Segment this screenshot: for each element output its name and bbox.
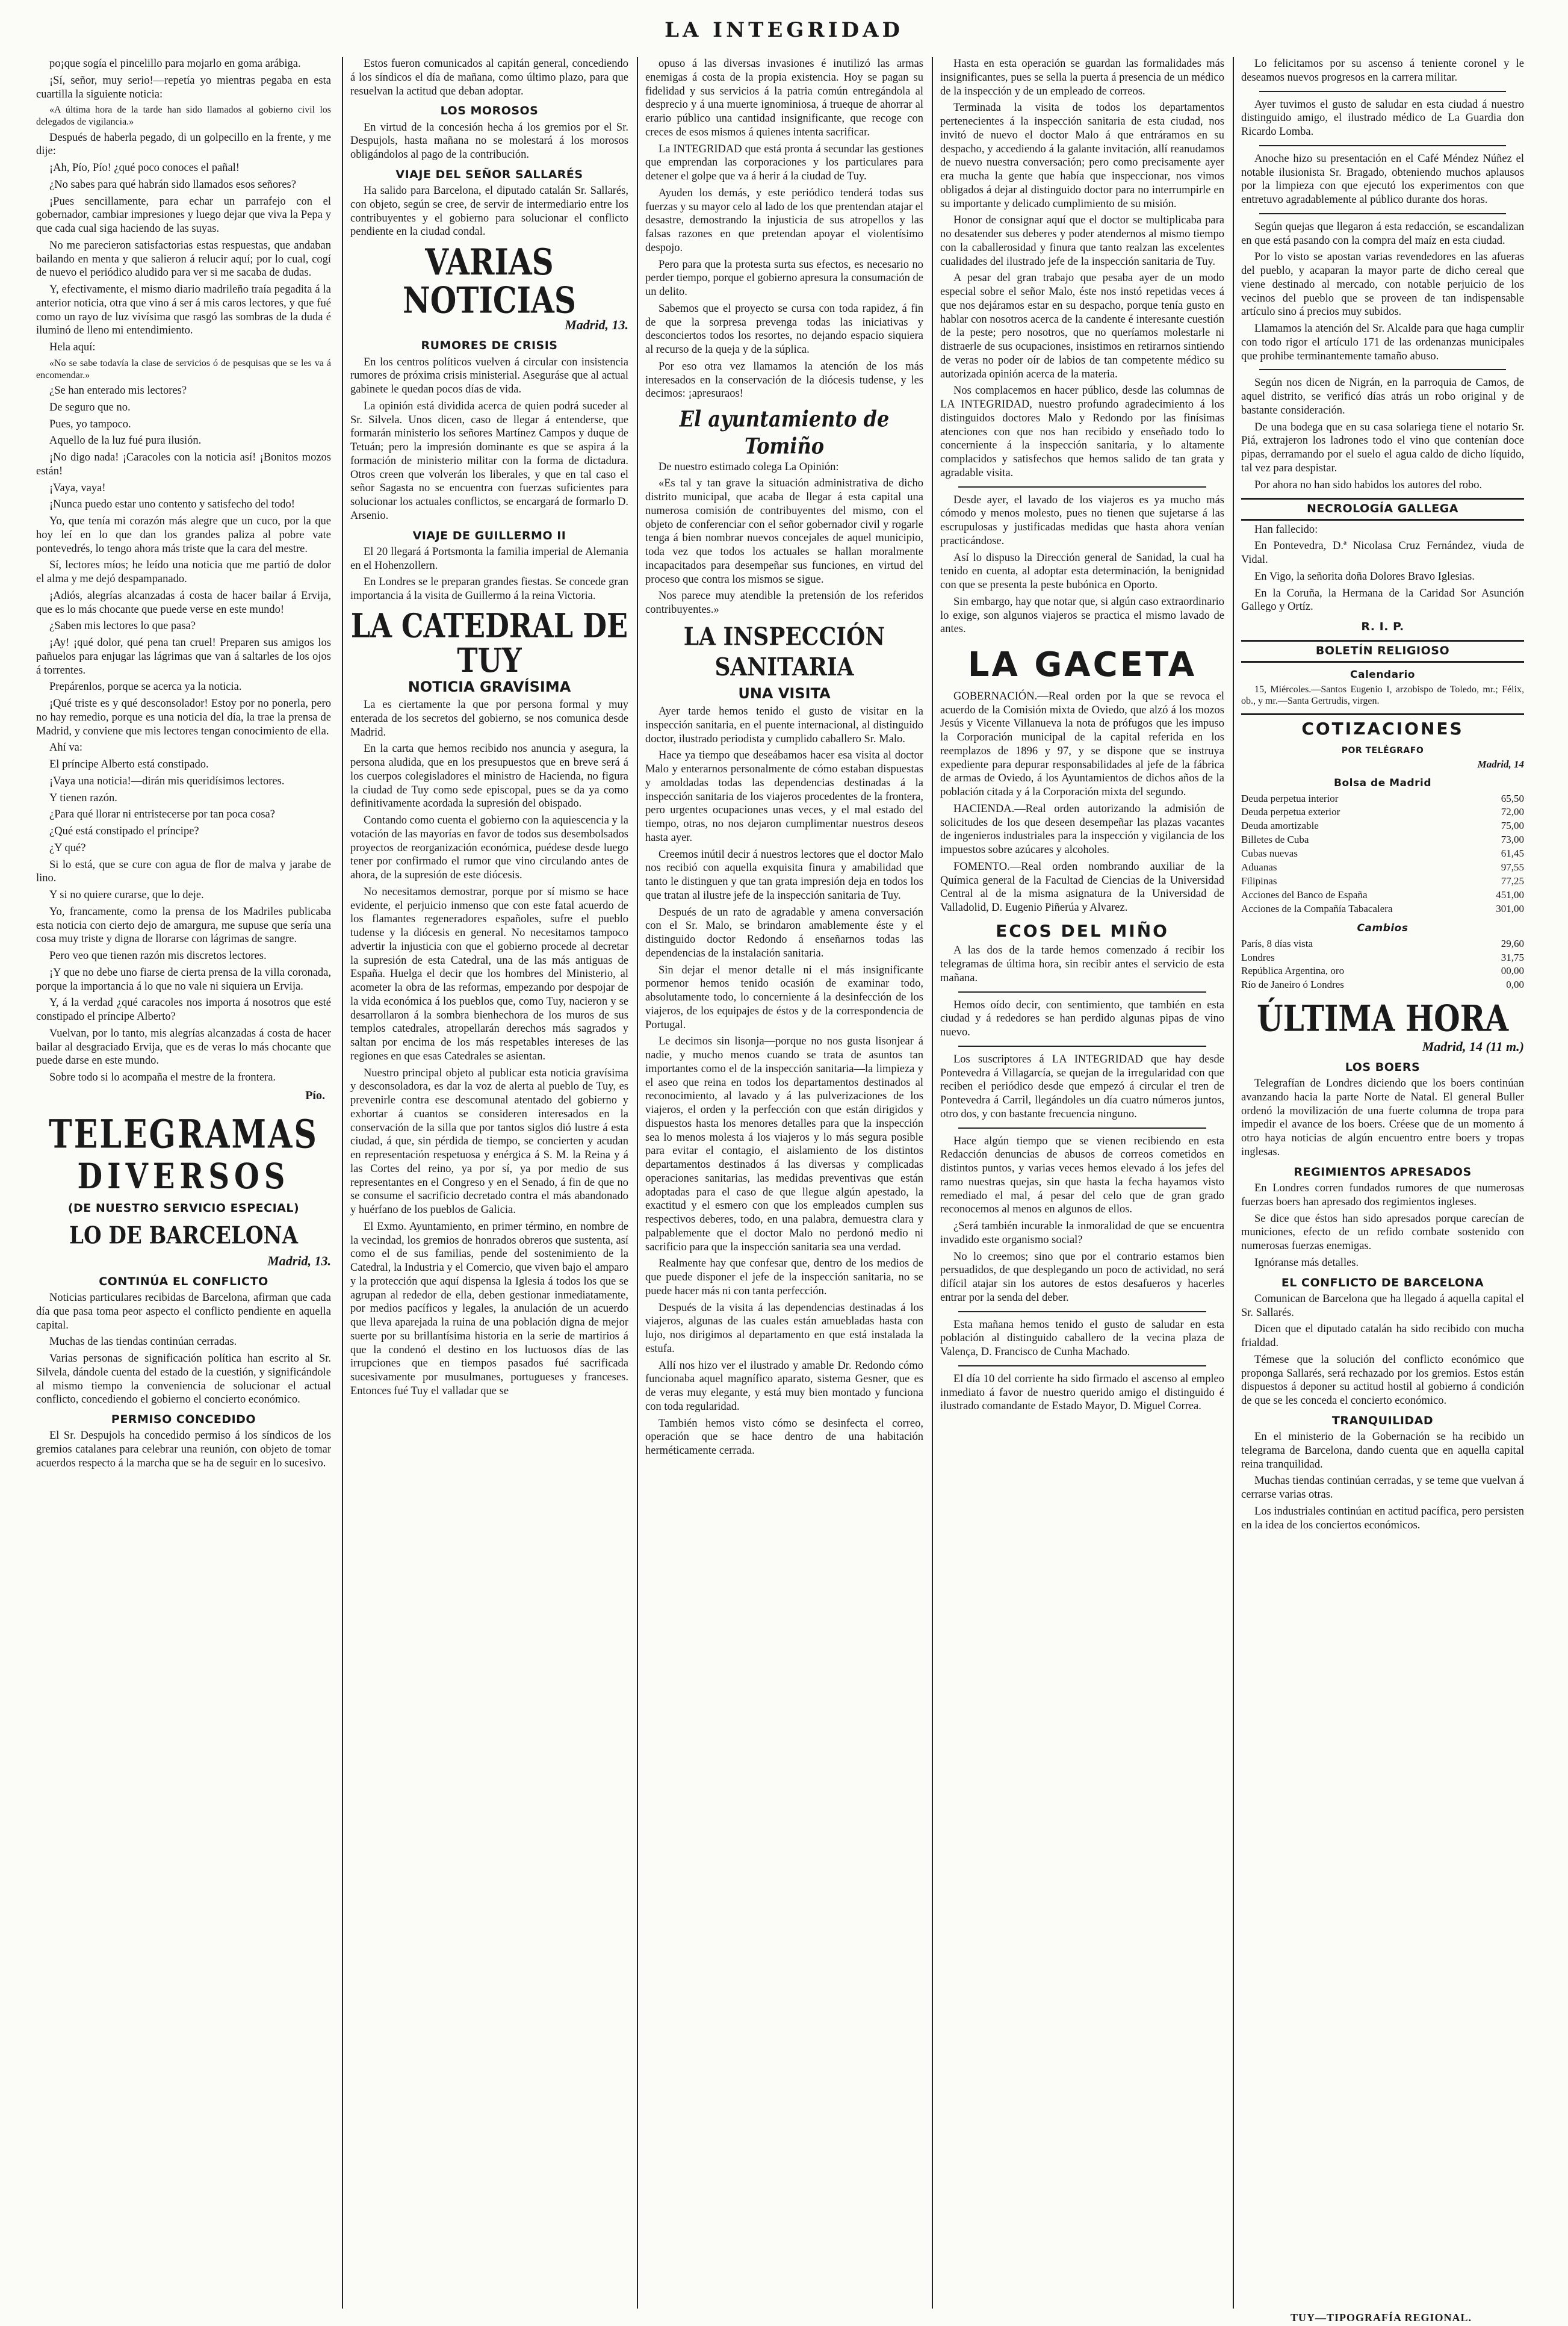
paragraph: Terminada la visita de todos los departamentos pertenecientes á la inspección sanitaria de esta ciudad, nos invitó de nuevo el doctor Malo á que entráramos en su despacho, y accediendo á la galante invitación, allí reanudamos de nuevo nuestra conversación; pero como precisamente ayer era mucha la gente que había que inspeccionar, nos vimos obligados á dejar al distinguido doctor para no interrumpirle en su importante y delicado cumplimiento de su misión.	[940, 102, 1224, 210]
subheading: LOS MOROSOS	[440, 104, 539, 118]
quote-name: República Argentina, oro	[1241, 965, 1345, 977]
paragraph: Yo, que tenía mi corazón más alegre que un cuco, por la que hoy leí en lo que dan los grandes paliza al pobre vate pontevedrés, lo tengo ahora más triste que la cara del mestre.	[36, 515, 331, 555]
table-row	[1241, 875, 1524, 889]
paragraph: A pesar del gran trabajo que pesaba ayer de un modo especial sobre el señor Malo, éste nos instó repetidas veces á que nos dejáramos estar en su despacho, porque tenía gusto en hablar con nosotros acerca de la candente é interesante cuestión de la peste; pero nosotros, que no queríamos molestarle ni distraerle de sus ocupaciones, insistimos en retirarnos sintiendo de veras no poder oír de labios de tan competente médico su autorizada opinión acerca de la materia.	[940, 272, 1224, 380]
paragraph: «Es tal y tan grave la situación administrativa de dicho distrito municipal, que acaba de llegar á esta capital una numerosa comisión de contribuyentes del mismo, con el objeto de conferenciar con el señor gobernador civil y rogarle tenga á bien nombrar nuevos concejales de aquel municipio, toda vez que todos los actuales se hallan moralmente incapacitados para desempeñar sus funciones, en virtud del proceso que contra los mismos se sigue.	[645, 477, 923, 586]
separator	[958, 1127, 1206, 1129]
section-heading: El ayuntamiento de Tomiño	[679, 406, 890, 460]
paragraph: El día 10 del corriente ha sido firmado el ascenso al empleo inmediato á favor de nuestro querido amigo el distinguido é ilustrado comandante de Estado Mayor, D. Miguel Correa.	[940, 1372, 1224, 1413]
section-heading: LA INSPECCIÓN SANITARIA	[683, 622, 885, 682]
telegramas-title: TELEGRAMAS	[49, 1111, 318, 1158]
section-heading: LO DE BARCELONA	[69, 1221, 298, 1250]
quote-name: Deuda perpetua interior	[1241, 792, 1339, 804]
table-row	[1241, 964, 1524, 978]
paragraph: Esta mañana hemos tenido el gusto de saludar en esta población al distinguido caballero de la vecina plaza de Valença, D. Francisco de Cunha Machado.	[940, 1318, 1224, 1359]
quote-name: Deuda amortizable	[1241, 820, 1319, 832]
column-3	[645, 57, 923, 2303]
paragraph: Pero para que la protesta surta sus efectos, es necesario no perder tiempo, porque el gobierno apresura la consumación de un delito.	[645, 258, 923, 298]
paragraph: Y, efectivamente, el mismo diario madrileño traía pegadita á la anterior noticia, otra que vino á ser á mis caros lectores, y que fué como un rayo de luz vivísima que rasgó las sombras de la duda é iluminó de lleno mi entendimiento.	[36, 284, 331, 337]
section-heading: ÚLTIMA HORA	[1257, 997, 1508, 1040]
table-row	[1241, 861, 1524, 875]
diversos-title: DIVERSOS	[77, 1156, 290, 1197]
subheading: CONTINÚA EL CONFLICTO	[99, 1274, 268, 1288]
paragraph: El Exmo. Ayuntamiento, en primer término, en nombre de la vecindad, los gremios de honrados obreros que sustenta, así como el de sus familias, pende del sostenimiento de la Catedral, la Industria y el Comercio, que viven bajo el amparo y la protección que aquí dispensa la Iglesia á todos los que se agrupan al rededor de ella, deben gestionar inmediatamente, por medios pacíficos y legales, la anulación de un acuerdo que lleva aparejada la ruina de una población digna de mejor suerte por su brillantísima historia en la serie de martirios á que la condenó el destino en los luctuosos días de las irrupciones que en tiempos pasados fué sacrificada sucesivamente por musulmanes, portugueses y franceses. Entonces fué Tuy el valladar que se	[350, 1220, 628, 1397]
paragraph: Los suscriptores á LA INTEGRIDAD que hay desde Pontevedra á Villagarcía, se quejan de la irregularidad con que reciben el periódico desde que empezó á circular el tren de Pontevedra á Carril, llegándoles un día cuatro números juntos, otro dos, y con bastante frecuencia ninguno.	[940, 1053, 1224, 1120]
telegramas-heading	[36, 1111, 331, 1197]
paragraph: Ha salido para Barcelona, el diputado catalán Sr. Sallarés, con objeto, según se cree, de servir de intermediario entre los contribuyentes y el gobierno para solucionar el conflicto pendiente en la ciudad condal.	[350, 185, 628, 238]
column-2	[350, 57, 628, 2303]
paragraph: ¡Ay! ¡qué dolor, qué pena tan cruel! Preparen sus amigos los pañuelos para enjugar las lágrimas que van á saltarles de los ojos á torrentes.	[36, 637, 331, 677]
quote-name: París, 8 días vista	[1241, 937, 1313, 949]
paragraph: Yo, francamente, como la prensa de los Madriles publicaba esta noticia con cierto dejo de amargura, me supuse que sería una cosa muy triste y digna de llorarse con lágrimas de sangre.	[36, 905, 331, 946]
paragraph: Muchas tiendas continúan cerradas, y se teme que vuelvan á cerrarse varias otras.	[1241, 1475, 1524, 1501]
paragraph: Y, á la verdad ¿qué caracoles nos importa á nosotros que esté constipado el príncipe Alberto?	[36, 997, 331, 1023]
paragraph: Sabemos que el proyecto se cursa con toda rapidez, á fin de que la sorpresa prevenga todas las iniciativas y desconciertos todos los resortes, no dejando espacio siquiera al recurso de la queja y de la súplica.	[645, 302, 923, 356]
paragraph: opuso á las diversas invasiones é inutilizó las armas enemigas á costa de la propia existencia. Hoy se pagan su fidelidad y sus servicios á la patria común entregándola al desprecio y á una muerte ignominiosa, á trueque de ahorrar al erario público una cantidad insignificante, que recoge con creces de esos mismos á quienes intenta sacrificar.	[645, 58, 923, 138]
paragraph: Telegrafían de Londres diciendo que los boers continúan avanzando hacia la parte Norte de Natal. El general Buller ordenó la movilización de una fuerte columna de tropa para impedir el avance de los boers. Créese que de un momento á otro haya noticias de algún encuentro entre boers y tropas inglesas.	[1241, 1078, 1524, 1158]
paragraph: Prepárenlos, porque se acerca ya la noticia.	[49, 681, 242, 693]
paragraph: Contando como cuenta el gobierno con la aquiescencia y la votación de las mayorías en favor de todos sus desembolsados proyectos de reorganización económica, puédese desde luego tener por confirmado el rumor que vino circulando antes de ahora, de la supresión de este diócesis.	[350, 814, 628, 882]
paragraph: Sobre todo si lo acompaña el mestre de la frontera.	[49, 1072, 276, 1084]
paragraph: Dicen que el diputado catalán ha sido recibido con mucha frialdad.	[1241, 1323, 1524, 1350]
dateline: Madrid, 13.	[565, 317, 628, 333]
quote-value: 29,60	[1501, 937, 1524, 949]
table-row	[1241, 937, 1524, 951]
subheading: VIAJE DE GUILLERMO II	[412, 529, 566, 542]
paragraph: Los industriales continúan en actitud pacífica, pero persisten en la idea de los conciertos económicos.	[1241, 1505, 1524, 1531]
section-heading: ECOS DEL MIÑO	[996, 920, 1169, 941]
paragraph: ¿Para qué llorar ni entristecerse por tan poca cosa?	[49, 808, 275, 821]
quote-name: Acciones de la Compañía Tabacalera	[1241, 902, 1393, 914]
paragraph: En Londres corren fundados rumores de que numerosas fuerzas boers han apresado dos regimientos ingleses.	[1241, 1182, 1524, 1208]
column-1	[36, 57, 331, 2303]
paragraph: ¡Vaya una noticia!—dirán mis queridísimos lectores.	[49, 775, 285, 787]
subheading: POR TELÉGRAFO	[1341, 745, 1424, 755]
paragraph: Muchas de las tiendas continúan cerradas.	[49, 1336, 237, 1348]
subheading: LOS BOERS	[1345, 1060, 1421, 1074]
paragraph: ¡Adiós, alegrías alcanzadas á costa de hacer bailar á Ervija, que es lo más chocante que puede verse en este mundo!	[36, 589, 331, 616]
column-4	[940, 57, 1224, 2303]
paragraph: po¡que sogía el pincelillo para mojarlo en goma arábiga.	[49, 58, 301, 70]
quote-value: 31,75	[1501, 951, 1524, 963]
subheading: Calendario	[1350, 668, 1415, 681]
subheading: Bolsa de Madrid	[1333, 777, 1432, 789]
paragraph: Pero veo que tienen razón mis discretos lectores.	[49, 950, 267, 963]
paragraph: Le decimos sin lisonja—porque no nos gusta lisonjear á nadie, y mucho menos cuando se trata de asuntos tan importantes como el de la inspección sanitaria—la limpieza y el aseo que reina en todos los departamentos destinados al reconocimiento, al lavado y á las pulverizaciones de los viajeros, el orden y la perfección con que están dirigidos y dispuestos hasta los menores detalles para que la inspección sea lo menos molesta á los viajeros y lo más segura posible para evitar el contagio, el aislamiento de los distintos departamentos destinados á las diversas y complicadas operaciones sanitarias, las medidas preventivas que están adoptadas para el caso de que llegue algún apestado, la exactitud y el esmero con que los empleados cumplen sus respectivos deberes, todo, en una palabra, demuestra clara y palpablemente que el doctor Malo no perdonó medio ni sacrificio para que la inspección sanitaria sea una verdad.	[645, 1035, 923, 1253]
paragraph: De una bodega que en su casa solariega tiene el notario Sr. Piá, extrajeron los ladrones todo el vino que contenían doce pipas, derramando por el suelo el agua caldo de dicho líquido, tal vez para despistar.	[1241, 421, 1524, 474]
paragraph: Creemos inútil decir á nuestros lectores que el doctor Malo nos recibió con aquella exquisita finura y amabilidad que tanto le distinguen y que tan grata impresión deja en todos los que tratan al ilustre jefe de la inspección sanitaria de Tuy.	[645, 848, 923, 902]
paragraph: ¿No sabes para qué habrán sido llamados esos señores?	[49, 178, 296, 191]
separator	[958, 486, 1206, 488]
paragraph: La es ciertamente la que por persona formal y muy enterada de los secretos del gobierno, se nos comunica desde Madrid.	[350, 699, 628, 739]
quote-value: 73,00	[1501, 834, 1524, 846]
subheading: NOTICIA GRAVÍSIMA	[407, 678, 571, 695]
paragraph: Hemos oído decir, con sentimiento, que también en esta ciudad y á rededores se han perdido algunas pipas de vino nuevo.	[940, 999, 1224, 1039]
paragraph: Sin dejar el menor detalle ni el más insignificante pormenor hemos tenido ocasión de examinar todo, absolutamente todo, lo concerniente á la desinfección de los viajeros, de los equipajes de éstos y de la correspondencia de Portugal.	[645, 964, 923, 1031]
separator	[1259, 91, 1506, 92]
paragraph: ¡Ah, Pío, Pío! ¿qué poco conoces el pañal!	[49, 162, 240, 175]
column-rule	[932, 57, 933, 2309]
table-row	[1241, 951, 1524, 965]
quote-value: 97,55	[1501, 861, 1524, 873]
subheading: EL CONFLICTO DE BARCELONA	[1281, 1276, 1484, 1289]
paragraph: HACIENDA.—Real orden autorizando la admisión de solicitudes de los que deseen desempeñar las plazas vacantes de ingenieros industriales para la inspección y vigilancia de los impuestos sobre azúcares y alcoholes.	[940, 802, 1224, 857]
paragraph: ¿Y qué?	[49, 842, 86, 854]
section-heading: LA CATEDRAL DE TUY	[350, 606, 628, 680]
paragraph: Desde ayer, el lavado de los viajeros es ya mucho más cómodo y menos molesto, pues no tienen que sujetarse á las escrupulosas y justificadas medidas que hasta ahora venían practicándose.	[940, 494, 1224, 547]
paragraph: La INTEGRIDAD que está pronta á secundar las gestiones que emprendan las corporaciones y los particulares para detener el golpe que va á herir á la ciudad de Tuy.	[645, 143, 923, 182]
subheading: RUMORES DE CRISIS	[421, 339, 558, 353]
subheading: UNA VISITA	[738, 684, 831, 702]
paragraph: Nos complacemos en hacer público, desde las columnas de LA INTEGRIDAD, nuestro profundo agradecimiento á los distinguidos doctores Malo y Redondo por las finísimas atenciones con que nos han recibido y enseñado todo lo concerniente á la inspección sanitaria, y lo altamente complacidos y satisfechos que hemos salido de tan grata y agradable visita.	[940, 385, 1224, 479]
paragraph: ¿Qué está constipado el príncipe?	[49, 825, 199, 838]
quote-value: 301,00	[1496, 902, 1524, 914]
table-row	[1241, 833, 1524, 847]
quote-value: 72,00	[1501, 806, 1524, 818]
quote-name: Acciones del Banco de España	[1241, 889, 1368, 901]
quote-name: Filipinas	[1241, 875, 1277, 887]
paragraph: Témese que la solución del conflicto económico que proponga Sallarés, será rechazado por los gremios. Estos están dispuestos á deponer su actitud hostil al gobierno á condición de que se les conceda el concierto económico.	[1241, 1353, 1524, 1407]
paragraph: Ayuden los demás, y este periódico tenderá todas sus fuerzas y su mayor celo al lado de los que prentendan atajar el desastre, demostrando la injusticia de sus atropellos y las falsas razones en que pretendan apoyar el violentísimo despojo.	[645, 187, 923, 254]
paragraph: Hace ya tiempo que deseábamos hacer esa visita al doctor Malo y enterarnos personalmente de cómo estaban dispuestas y amoldadas todas las dependencias destinadas á la inspección sanitaria de los viajeros procedentes de la frontera, pero urgentes ocupaciones unas veces, y el mal estado del tiempo, otras, no nos dejaron cumplimentar nuestros deseos hasta ayer.	[645, 749, 923, 844]
paragraph: Hasta en esta operación se guardan las formalidades más insignificantes, pues se sella la puerta á presencia de un médico de la inspección y de un empleado de correos.	[940, 58, 1224, 98]
column-5	[1241, 57, 1524, 2303]
separator	[958, 991, 1206, 993]
table-row	[1241, 978, 1524, 992]
subheading: PERMISO CONCEDIDO	[111, 1413, 256, 1427]
subheading: Cambios	[1357, 922, 1408, 934]
paragraph: Si lo está, que se cure con agua de flor de malva y jarabe de lino.	[36, 858, 331, 885]
paragraph: Vuelvan, por lo tanto, mis alegrías alcanzadas á costa de hacer bailar al desgraciado Ervija, que es de veras lo más chocante que puede darse en este mundo.	[36, 1027, 331, 1067]
quote-name: Río de Janeiro ó Londres	[1241, 979, 1344, 991]
paragraph: Después de la visita á las dependencias destinadas á los viajeros, algunas de las cuales están amuebladas hasta con lujo, nos dirigimos al departamento en que está instalada la estufa.	[645, 1301, 923, 1355]
paragraph: Hela aquí:	[49, 341, 96, 354]
paragraph: A las dos de la tarde hemos comenzado á recibir los telegramas de última hora, sin recibir antes el servicio de esta mañana.	[940, 944, 1224, 984]
paragraph: FOMENTO.—Real orden nombrando auxiliar de la Química general de la Facultad de Ciencias de la Universidad Central al de la misma asignatura de la Universidad de Valladolid, D. Eugenio Piñerúa y Alvarez.	[940, 860, 1224, 914]
paragraph: «A última hora de la tarde han sido llamados al gobierno civil los delegados de vigilancia.»	[36, 105, 331, 127]
paragraph: ¿Saben mis lectores lo que pasa?	[49, 620, 196, 633]
paragraph: Sin embargo, hay que notar que, si algún caso extraordinario lo exige, son algunos viajeros se practica el mismo lavado de antes.	[940, 595, 1224, 636]
paragraph: Llamamos la atención del Sr. Alcalde para que haga cumplir con todo rigor el artículo 171 de las ordenanzas municipales que prohibe terminantemente tamaño abuso.	[1241, 323, 1524, 362]
paragraph: En el ministerio de la Gobernación se ha recibido un telegrama de Barcelona, dando cuenta que en aquella capital reina tranquilidad.	[1241, 1431, 1524, 1471]
quote-value: 451,00	[1496, 889, 1524, 901]
paragraph: ¡Nunca puedo estar uno contento y satisfecho del todo!	[49, 498, 295, 511]
paragraph: Según nos dicen de Nigrán, en la parroquia de Camos, de aquel distrito, se verificó días atrás un robo original y de bastante consideración.	[1241, 377, 1524, 417]
separator	[1259, 213, 1506, 214]
paragraph: Nos parece muy atendible la pretensión de los referidos contribuyentes.»	[645, 590, 923, 616]
paragraph: Sí, lectores míos; he leído una noticia que me partió de dolor el alma y me dejó despampanado.	[36, 559, 331, 586]
paragraph: Así lo dispuso la Dirección general de Sanidad, la cual ha tenido en cuenta, al adoptar esta determinación, la benignidad con que se presenta la peste bubónica en Oporto.	[940, 551, 1224, 591]
paragraph: ¿Será también incurable la inmoralidad de que se encuentra invadido este organismo social?	[940, 1220, 1224, 1246]
quote-value: 75,00	[1501, 820, 1524, 832]
section-heading: NECROLOGÍA GALLEGA	[1241, 498, 1524, 520]
paragraph: En los centros políticos vuelven á circular con insistencia rumores de próxima crisis ministerial. Aseguráse que al actual gabinete le quedan pocos días de vida.	[350, 356, 628, 396]
quote-name: Cubas nuevas	[1241, 848, 1298, 860]
paragraph: Honor de consignar aquí que el doctor se multiplicaba para no desatender sus deberes y poder atendernos al mismo tiempo con la caballerosidad y finura que tanto realzan las excelentes cualidades del ilustrado jefe de la inspección sanitaria de Tuy.	[940, 214, 1224, 268]
masthead: LA INTEGRIDAD	[665, 18, 903, 42]
paragraph: No necesitamos demostrar, porque por sí mismo se hace evidente, el perjuicio inmenso que con este fatal acuerdo de los flamantes regeneradores españoles, sufre el pueblo tudense y la diócesis en general. No necesitamos tampoco advertir la injusticia con que el gobierno procede al decretar la supresión de esta Catedral, una de las más antiguas de España. Huelga el decir que los hombres del Ministerio, al acometer la obra de las reformas, empezando por despojar de la vida económica á los pueblos que, como Tuy, nacieron y se desarrollaron á la sombra bienhechora de los muros de sus templos catedrales, atropellarán derechos más sagrados y saltan por encima de los más respetables intereses de las regiones en que esas Catedrales se asientan.	[350, 885, 628, 1062]
section-heading: VARIAS NOTICIAS	[403, 240, 576, 321]
paragraph: La opinión está dividida acerca de quien podrá suceder al Sr. Silvela. Unos dicen, caso de llegar á entenderse, que formarán ministerio los señores Martínez Campos y duque de Tetuán; pero la impresión dominante es que se aspira á la formación de ministerio militar con la forma de dictadura. Otros creen que volverán los liberales, y que en tal caso el señor Sagasta no se encuentra con fuerzas suficientes para solucionar los actuales conflictos, se encargará de formarlo D. Arsenio.	[350, 400, 628, 522]
separator	[958, 1365, 1206, 1366]
paragraph: En la Coruña, la Hermana de la Caridad Sor Asunción Gallego y Ortíz.	[1241, 587, 1524, 613]
paragraph: Realmente hay que confesar que, dentro de los medios de que puede disponer el jefe de la inspección sanitaria, no se puede hacer más ni con tanta perfección.	[645, 1258, 923, 1297]
paragraph: Según quejas que llegaron á esta redacción, se escandalizan en que está pasando con la compra del maíz en esta ciudad.	[1241, 220, 1524, 247]
paragraph: Estos fueron comunicados al capitán general, concediendo á los síndicos el día de mañana, como último plazo, para que resuelvan la actitud que deban adoptar.	[350, 58, 628, 98]
paragraph: Ahí va:	[49, 742, 82, 754]
paragraph: En Pontevedra, D.ª Nicolasa Cruz Fernández, viuda de Vidal.	[1241, 540, 1524, 566]
rip-text: R. I. P.	[1361, 620, 1404, 634]
paragraph: De seguro que no.	[49, 401, 131, 414]
paragraph: Pues, yo tampoco.	[49, 418, 131, 430]
quote-value: 77,25	[1501, 875, 1524, 887]
paragraph: No lo creemos; sino que por el contrario estamos bien persuadidos, de que desplegando un poco de actividad, no será difícil atajar sin los autores de estos desafueros y hacerles entrar por la senda del deber.	[940, 1250, 1224, 1304]
column-rule	[1233, 57, 1234, 2309]
paragraph: ¿Se han enterado mis lectores?	[49, 385, 187, 397]
subheading: VIAJE DEL SEÑOR SALLARÉS	[395, 167, 583, 181]
paragraph: ¡Pues sencillamente, para echar un parrafejo con el gobernador, cambiar impresiones y luego dejar que viva la Pepa y que cada cual siga haciendo de las suyas.	[36, 195, 331, 235]
paragraph: Nuestro principal objeto al publicar esta noticia gravísima y desconsoladora, es dar la voz de alerta al pueblo de Tuy, es prevenirle contra ese descomunal atentado del gobierno y exhortar á cuantos se consideren interesados en la conservación de la silla que por tantos siglos dió lustre á esta ciudad, á que, sin pérdida de tiempo, se concierten y acudan en representación respetuosa y enérgica á S. M. la Reina y á las Cortes del reino, ya por sí, ya por medio de sus representantes en el Congreso y en el Senado, á fin de que no se consume el sacrificio decretado contra el más abandonado y huérfano de los pueblos de Galicia.	[350, 1067, 628, 1217]
quote-name: Londres	[1241, 951, 1275, 963]
quotes-table	[1241, 792, 1524, 916]
paragraph: Aquello de la luz fué pura ilusión.	[49, 435, 202, 447]
printer-footer: TUY—TIPOGRAFÍA REGIONAL.	[1290, 2312, 1472, 2324]
paragraph: El Sr. Despujols ha concedido permiso á los síndicos de los gremios catalanes para celebrar una reunión, con objeto de tomar acuerdos respecto á la marcha que se ha de seguir en lo sucesivo.	[36, 1430, 331, 1469]
paragraph: No me parecieron satisfactorias estas respuestas, que andaban bailando en menta y que salieron á relucir aquí; por lo cual, cogí de nuevo el periódico aludido para ver si me sacaba de dudas.	[36, 239, 331, 279]
paragraph: ¡Y que no debe uno fiarse de cierta prensa de la villa coronada, porque la importancia á lo que no vale ni siquiera un Ervija.	[36, 966, 331, 993]
paragraph: El 20 llegará á Portsmonta la familia imperial de Alemania en el Hohenzollern.	[350, 545, 628, 572]
paragraph: «No se sabe todavía la clase de servicios ó de pesquisas que se les va á encomendar.»	[36, 358, 331, 380]
paragraph: Después de un rato de agradable y amena conversación con el Sr. Malo, se brindaron amablemente éste y el distinguido doctor Redondo á enseñarnos todas las dependencias de la instalación sanitaria.	[645, 906, 923, 960]
paragraph: Noticias particulares recibidas de Barcelona, afirman que cada día que pasa toma peor aspecto el conflicto pendiente en aquella capital.	[36, 1292, 331, 1332]
table-row	[1241, 792, 1524, 806]
paragraph: En virtud de la concesión hecha á los gremios por el Sr. Despujols, hasta mañana no se molestará á los morosos obligándolos al pago de la contribución.	[350, 121, 628, 161]
paragraph: También hemos visto cómo se desinfecta el correo, operación que se hace dentro de una habitación herméticamente cerrada.	[645, 1417, 923, 1457]
paragraph: Después de haberla pegado, di un golpecillo en la frente, y me dije:	[36, 131, 331, 158]
paragraph: En Londres se le preparan grandes fiestas. Se concede gran importancia á la visita de Guillermo á la reina Victoria.	[350, 576, 628, 603]
paragraph: Ayer tarde hemos tenido el gusto de visitar en la inspección sanitaria, en el puente internacional, al distinguido doctor, ilustrado periodista y cumplido caballero Sr. Malo.	[645, 706, 923, 745]
separator	[958, 1046, 1206, 1047]
paragraph: Se dice que éstos han sido apresados porque carecían de municiones, efecto de un refido combate sostenido con numerosas fuerzas enemigas.	[1241, 1212, 1524, 1252]
dateline: Madrid, 13.	[267, 1253, 331, 1268]
paragraph: En Vigo, la señorita doña Dolores Bravo Iglesias.	[1254, 570, 1475, 583]
quote-name: Deuda perpetua exterior	[1241, 806, 1340, 818]
column-rule	[637, 57, 638, 2309]
signature: Pío.	[305, 1088, 325, 1102]
paragraph: Varias personas de significación política han escrito al Sr. Silvela, dándole cuenta del estado de la cuestión, y significándole al mismo tiempo la conveniencia de solucionar el actual conflicto, concediendo el gobierno el concierto económico.	[36, 1353, 331, 1406]
dateline: Madrid, 14 (11 m.)	[1422, 1038, 1524, 1054]
paragraph: Han fallecido:	[1254, 523, 1318, 536]
paragraph: En la carta que hemos recibido nos anuncia y asegura, la persona aludida, que en los presupuestos que en breve será á los cuerpos colegisladores el ministro de Hacienda, no figura la ciudad de Tuy como sede episcopal, pues se da ya como definitivamente acordada la supresión del obispado.	[350, 743, 628, 810]
paragraph: El príncipe Alberto está constipado.	[49, 758, 209, 771]
paragraph: Comunican de Barcelona que ha llegado á aquella capital el Sr. Sallarés.	[1241, 1292, 1524, 1319]
paragraph: Anoche hizo su presentación en el Café Méndez Núñez el notable ilusionista Sr. Bragado, obteniendo muchos aplausos por la limpieza con que ejecutó los experimentos con que entretuvo agradablemente al público durante dos horas.	[1241, 152, 1524, 206]
separator	[1259, 145, 1506, 146]
quote-name: Billetes de Cuba	[1241, 834, 1309, 846]
paragraph: GOBERNACIÓN.—Real orden por la que se revoca el acuerdo de la Comisión mixta de Oviedo, que alzó á los mozos Jesús y Vicente Villanueva la nota de prófugos que les impuso la Corporación municipal de la capital referida en los reemplazos de 1896 y 97, y se dispone que se instruya expediente para depurar responsabilidades al jefe de la fábrica de armas de Oviedo, á los Ayuntamientos de dichos años de la población citada y á la Corporación mixta del segundo.	[940, 690, 1224, 799]
quote-value: 65,50	[1501, 792, 1524, 804]
paragraph: Por eso otra vez llamamos la atención de los más interesados en la conservación de la diócesis tudense, y les decimos: ¡apresuraos!	[645, 360, 923, 400]
table-row	[1241, 805, 1524, 819]
paragraph: ¡Vaya, vaya!	[49, 482, 106, 494]
paragraph: De nuestro estimado colega La Opinión:	[658, 461, 839, 473]
quote-value: 61,45	[1501, 848, 1524, 860]
table-row	[1241, 819, 1524, 833]
section-heading: BOLETÍN RELIGIOSO	[1241, 640, 1524, 662]
paragraph: Lo felicitamos por su ascenso á teniente coronel y le deseamos nuevos progresos en la carrera militar.	[1241, 58, 1524, 84]
paragraph: ¡Qué triste es y qué desconsolador! Estoy por no ponerla, pero no hay remedio, porque es una noticia del día, la trae la prensa de Madrid, y conviene que mis lectores tengan conocimiento de ella.	[36, 698, 331, 737]
column-rule	[342, 57, 343, 2309]
paragraph: ¡Sí, señor, muy serio!—repetía yo mientras pegaba en esta cuartilla la siguiente noticia:	[36, 74, 331, 101]
section-heading: COTIZACIONES	[1241, 713, 1524, 739]
paragraph: Ayer tuvimos el gusto de saludar en esta ciudad á nuestro distinguido amigo, el ilustrado médico de La Guardia don Ricardo Lomba.	[1241, 98, 1524, 138]
subheading: TRANQUILIDAD	[1331, 1413, 1434, 1427]
paragraph: Hace algún tiempo que se vienen recibiendo en esta Redacción denuncias de abusos de correos cometidos en distintos puntos, y varias veces hemos elevado á los jefes del ramo nuestras quejas, sin que hasta la fecha hayamos visto remediado el mal, á pesar del celo que de gran grado reconocemos al menos en algunos de ellos.	[940, 1135, 1224, 1216]
paragraph: Ignóranse más detalles.	[1254, 1256, 1359, 1269]
quote-value: 00,00	[1501, 965, 1524, 977]
paragraph: ¡No digo nada! ¡Caracoles con la noticia así! ¡Bonitos mozos están!	[36, 451, 331, 477]
section-heading: LA GACETA	[967, 645, 1197, 684]
paragraph: Allí nos hizo ver el ilustrado y amable Dr. Redondo cómo funcionaba aquel magnífico aparato, sistema Gesner, que es de veras muy elegante, y está muy bien montado y funciona con toda regularidad.	[645, 1359, 923, 1413]
subheading: REGIMIENTOS APRESADOS	[1294, 1165, 1472, 1179]
table-row	[1241, 889, 1524, 902]
table-row	[1241, 902, 1524, 916]
quote-name: Aduanas	[1241, 861, 1277, 873]
paragraph: Y tienen razón.	[49, 792, 117, 804]
quote-value: 0,00	[1506, 979, 1524, 991]
paragraph: Por ahora no han sido habidos los autores del robo.	[1254, 479, 1483, 491]
dateline: Madrid, 14	[1477, 758, 1524, 770]
paragraph: Y si no quiere curarse, que lo deje.	[49, 889, 204, 902]
separator	[958, 1311, 1206, 1312]
paragraph: Por lo visto se apostan varias revendedores en las afueras del pueblo, y acaparan la mayor parte de dicho cereal que viene destinado al mercado, con notable perjuicio de los vecinos del pueblo que se proveen de tan indispensable artículo sino á precios muy subidos.	[1241, 251, 1524, 318]
separator	[1259, 369, 1506, 370]
table-row	[1241, 847, 1524, 861]
section-subheading: (DE NUESTRO SERVICIO ESPECIAL)	[67, 1201, 300, 1215]
exchange-table	[1241, 937, 1524, 993]
paragraph: 15, Miércoles.—Santos Eugenio I, arzobispo de Toledo, mr.; Félix, ob., y mr.—Santa Gertrudis, virgen.	[1241, 684, 1524, 707]
